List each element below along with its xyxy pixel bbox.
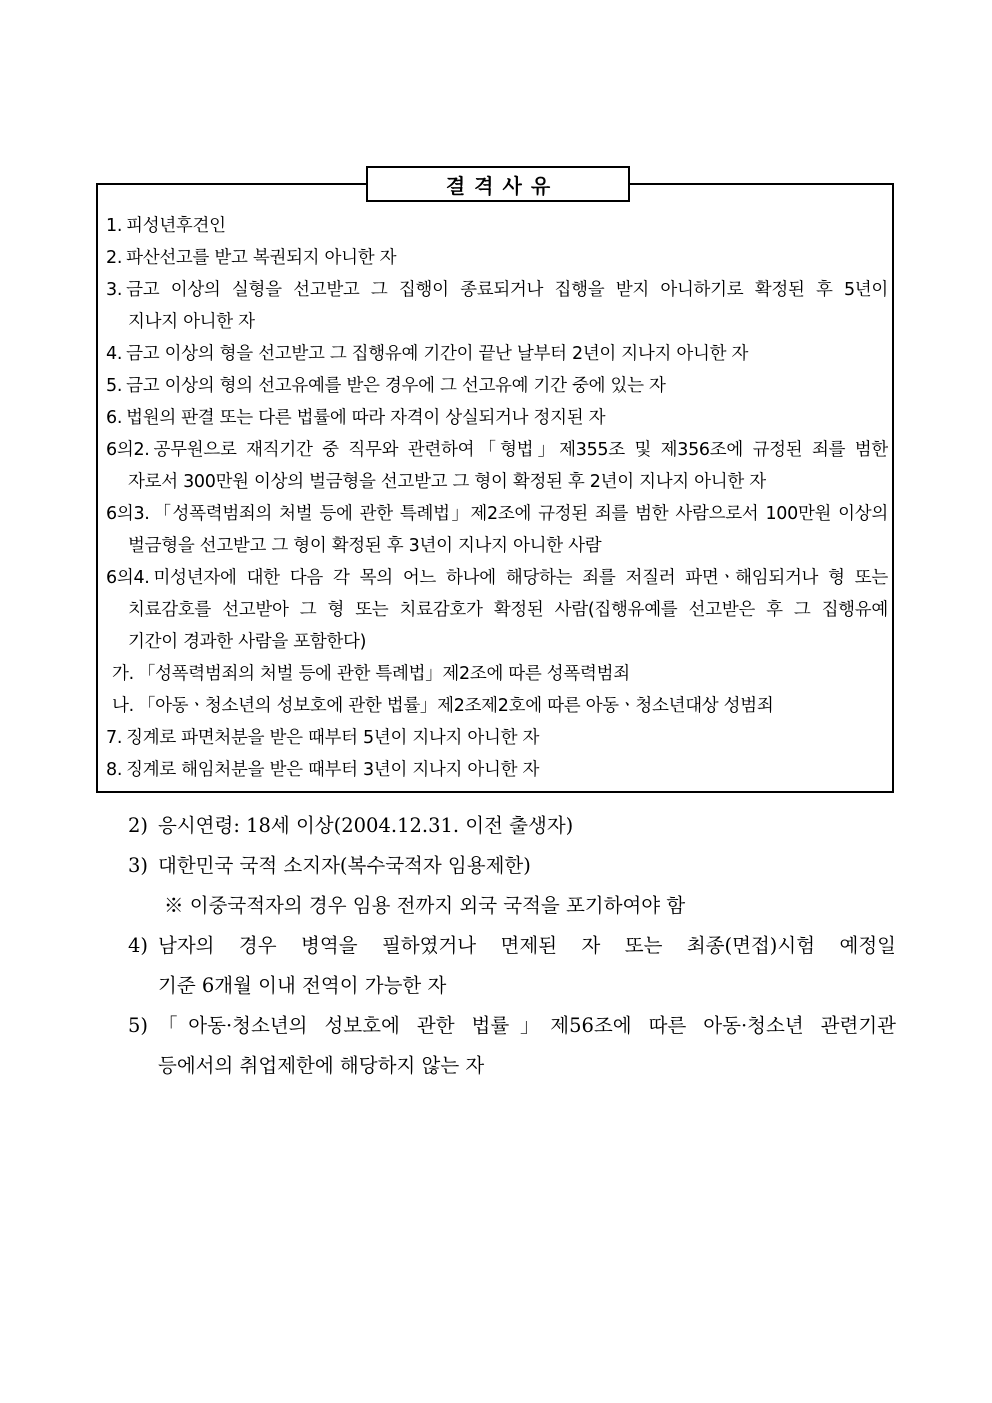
list-item: 6의4. 미성년자에 대한 다음 각 목의 어느 하나에 해당하는 죄를 저질러 파면ㆍ해임되거나 형 또는 [106, 568, 888, 588]
list-item-continuation: 자로서 300만원 이상의 벌금형을 선고받고 그 형이 확정된 후 2년이 지나지 아니한 자 [128, 472, 766, 492]
list-subitem: 나. 「아동ㆍ청소년의 성보호에 관한 법률」제2조제2호에 따른 아동ㆍ청소년대상 성범죄 [112, 696, 774, 716]
list-item: 5. 금고 이상의 형의 선고유예를 받은 경우에 그 선고유예 기간 중에 있는 자 [106, 376, 666, 396]
list-item: 3. 금고 이상의 실형을 선고받고 그 집행이 종료되거나 집행을 받지 아니하기로 확정된 후 5년이 [106, 280, 888, 300]
list-item: 4. 금고 이상의 형을 선고받고 그 집행유예 기간이 끝난 날부터 2년이 지나지 아니한 자 [106, 344, 749, 364]
list-item-continuation: 지나지 아니한 자 [128, 312, 255, 332]
requirement-item: 3) 대한민국 국적 소지자(복수국적자 임용제한) [128, 854, 531, 877]
list-item: 7. 징계로 파면처분을 받은 때부터 5년이 지나지 아니한 자 [106, 728, 540, 748]
requirement-continuation: 등에서의 취업제한에 해당하지 않는 자 [158, 1054, 485, 1077]
requirement-note: ※ 이중국적자의 경우 임용 전까지 외국 국적을 포기하여야 함 [164, 894, 686, 917]
list-item: 6의3. 「성폭력범죄의 처벌 등에 관한 특례법」제2조에 규정된 죄를 범한 사람으로서 100만원 이상의 [106, 504, 888, 524]
disqualification-title: 결격사유 [366, 166, 630, 202]
list-item: 1. 피성년후견인 [106, 216, 226, 236]
list-item-continuation: 기간이 경과한 사람을 포함한다) [128, 632, 367, 652]
requirement-continuation: 기준 6개월 이내 전역이 가능한 자 [158, 974, 447, 997]
requirement-item: 4) 남자의 경우 병역을 필하였거나 면제된 자 또는 최종(면접)시험 예정일 [128, 934, 896, 957]
list-subitem: 가. 「성폭력범죄의 처벌 등에 관한 특례법」제2조에 따른 성폭력범죄 [112, 664, 630, 684]
disqualification-list [106, 210, 888, 786]
list-item-continuation: 벌금형을 선고받고 그 형이 확정된 후 3년이 지나지 아니한 사람 [128, 536, 602, 556]
list-item: 6의2. 공무원으로 재직기간 중 직무와 관련하여「형법」제355조 및 제356조에 규정된 죄를 범한 [106, 440, 888, 460]
requirement-item: 5) 「아동·청소년의 성보호에 관한 법률」제56조에 따른 아동·청소년 관련기관 [128, 1014, 896, 1037]
list-item: 6. 법원의 판결 또는 다른 법률에 따라 자격이 상실되거나 정지된 자 [106, 408, 606, 428]
list-item: 8. 징계로 해임처분을 받은 때부터 3년이 지나지 아니한 자 [106, 760, 540, 780]
list-item: 2. 파산선고를 받고 복권되지 아니한 자 [106, 248, 397, 268]
list-item-continuation: 치료감호를 선고받아 그 형 또는 치료감호가 확정된 사람(집행유예를 선고받은 후 그 집행유예 [128, 600, 888, 620]
requirements-section [128, 806, 896, 1086]
requirement-item: 2) 응시연령: 18세 이상(2004.12.31. 이전 출생자) [128, 814, 574, 837]
